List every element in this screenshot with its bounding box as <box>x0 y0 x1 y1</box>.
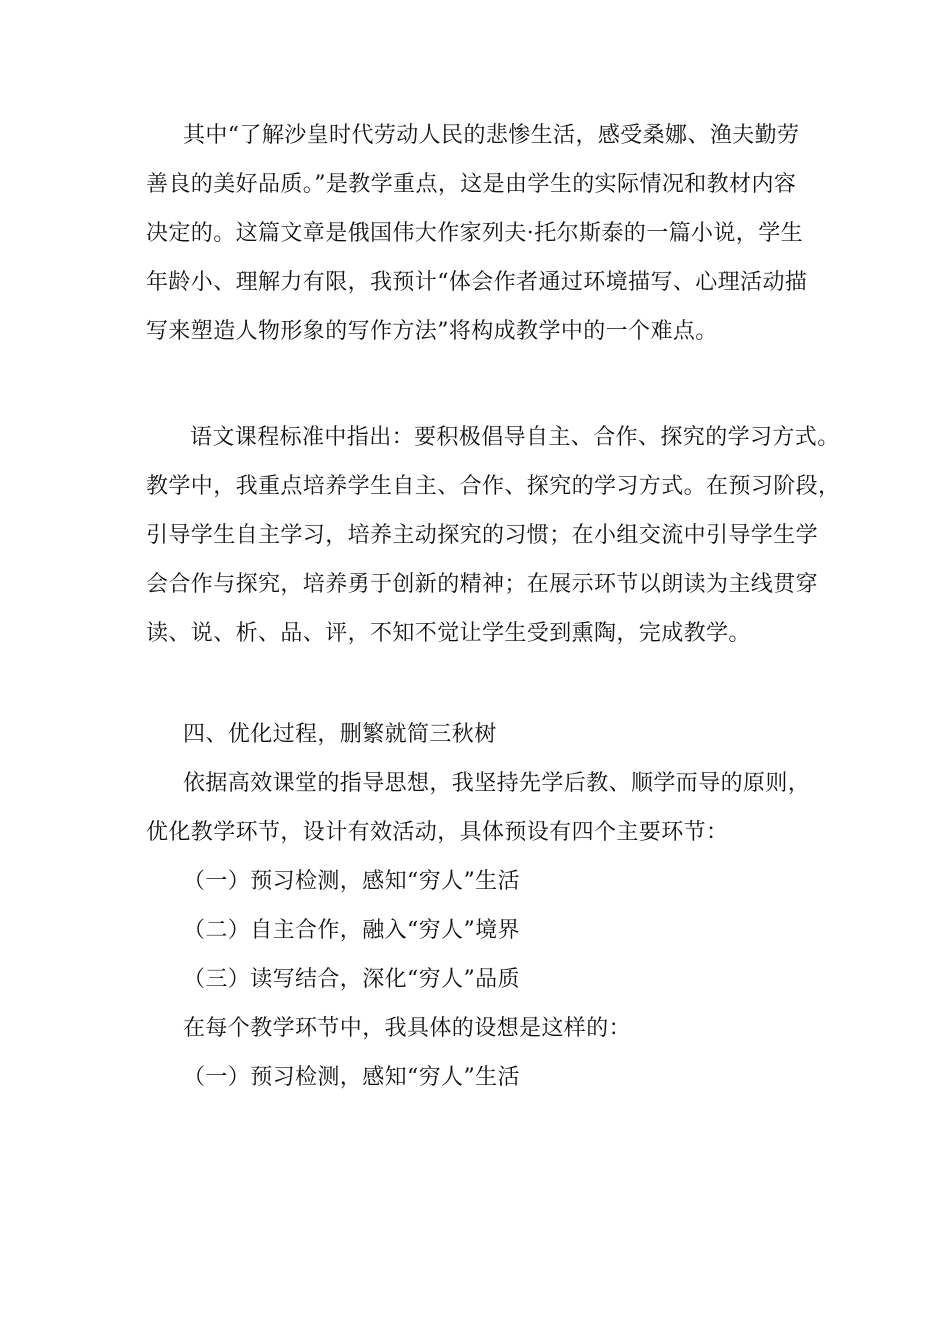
list-item: （一）预习检测，感知“穷人”生活 <box>183 869 520 894</box>
list-item: （二）自主合作，融入“穷人”境界 <box>183 918 520 943</box>
text-line: 决定的。这篇文章是俄国伟大作家列夫·托尔斯泰的一篇小说，学生 <box>146 221 803 246</box>
text-line: 优化教学环节，设计有效活动，具体预设有四个主要环节： <box>146 820 729 845</box>
text-line: 教学中，我重点培养学生自主、合作、探究的学习方式。在预习阶段， <box>146 474 841 499</box>
text-line: 语文课程标准中指出：要积极倡导自主、合作、探究的学习方式。 <box>190 425 840 450</box>
text-line: 其中“了解沙皇时代劳动人民的悲惨生活，感受桑娜、渔夫勤劳 <box>183 123 800 148</box>
text-line: 会合作与探究，培养勇于创新的精神；在展示环节以朗读为主线贯穿 <box>146 572 819 597</box>
text-line: 依据高效课堂的指导思想，我坚持先学后教、顺学而导的原则， <box>183 771 811 796</box>
paragraph-curriculum-standard <box>146 413 841 658</box>
list-item: （三）读写结合，深化“穷人”品质 <box>183 967 520 992</box>
section-four <box>146 710 810 1102</box>
section-heading: 四、优化过程，删繁就简三秋树 <box>183 722 497 747</box>
paragraph-teaching-focus <box>146 111 810 356</box>
text-line: 善良的美好品质。”是教学重点，这是由学生的实际情况和教材内容 <box>146 172 797 197</box>
text-line: 引导学生自主学习，培养主动探究的习惯；在小组交流中引导学生学 <box>146 523 819 548</box>
list-item: （一）预习检测，感知“穷人”生活 <box>183 1065 520 1090</box>
text-line: 读、说、析、品、评，不知不觉让学生受到熏陶，完成教学。 <box>146 621 751 646</box>
text-line: 在每个教学环节中，我具体的设想是这样的： <box>183 1016 632 1041</box>
text-line: 写来塑造人物形象的写作方法”将构成教学中的一个难点。 <box>146 319 718 344</box>
text-line: 年龄小、理解力有限，我预计“体会作者通过环境描写、心理活动描 <box>146 270 808 295</box>
